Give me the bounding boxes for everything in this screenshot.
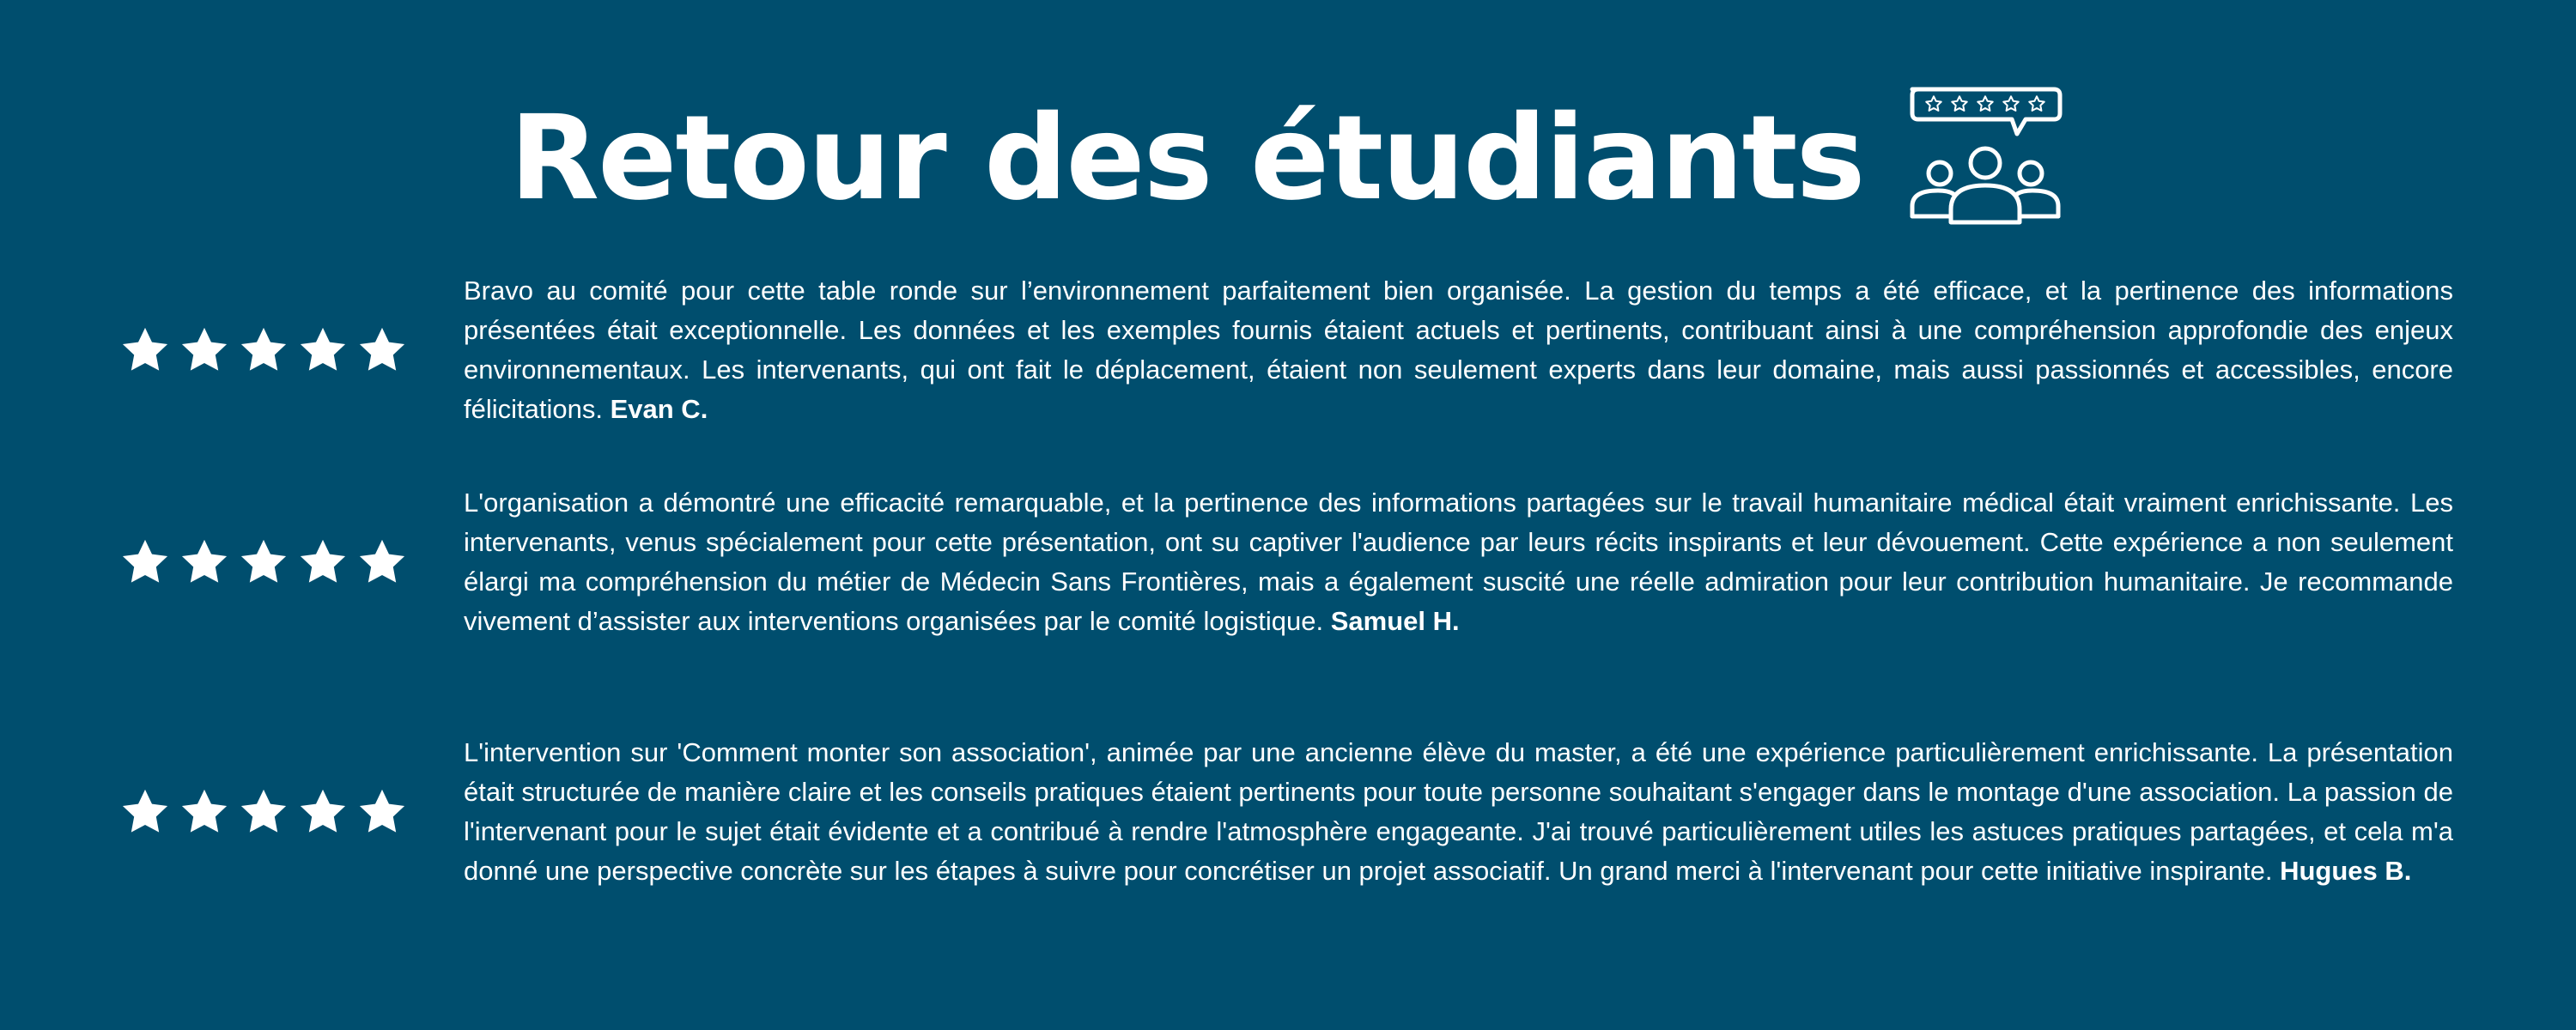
review-author: Evan C. xyxy=(610,394,708,424)
star-icon xyxy=(239,537,289,587)
header xyxy=(0,86,2576,232)
review-text-block xyxy=(464,733,2453,891)
star-icon xyxy=(120,325,170,375)
review-1 xyxy=(120,271,2456,429)
star-icon xyxy=(179,537,229,587)
review-3 xyxy=(120,733,2456,891)
rating-stars xyxy=(120,325,464,375)
star-icon xyxy=(357,787,407,837)
review-text-block xyxy=(464,483,2453,641)
review-text: L'intervention sur 'Comment monter son association', animée par une ancienne élève du master, a été une expérience particulièrement enrichissante. La présentation était structurée de manière claire et les conseils pratiques étaient pertinents pour toute personne souhaitant s'engager dans le montage d'une association. La passion de l'intervenant pour le sujet était évidente et a contribué à rendre l'atmosphère engageante. J'ai trouvé particulièrement utiles les astuces pratiques partagées, et cela m'a donné une perspective concrète sur les étapes à suivre pour concrétiser un projet associatif. Un grand merci à l'intervenant pour cette initiative inspirante. xyxy=(464,737,2453,886)
review-text-block xyxy=(464,271,2453,429)
rating-stars xyxy=(120,787,464,837)
star-icon xyxy=(298,787,348,837)
star-icon xyxy=(239,325,289,375)
review-text: Bravo au comité pour cette table ronde sur l’environnement parfaitement bien organisée. La gestion du temps a été efficace, et la pertinence des informations présentées était exceptionnelle. Les données et les exemples fournis étaient actuels et pertinents, contribuant ainsi à une compréhension approfondie des enjeux environnementaux. Les intervenants, qui ont fait le déplacement, étaient non seulement experts dans leur domaine, mais aussi passionnés et accessibles, encore félicitations. xyxy=(464,276,2453,424)
star-icon xyxy=(357,325,407,375)
star-icon xyxy=(120,787,170,837)
star-icon xyxy=(357,537,407,587)
rating-group-icon xyxy=(1904,81,2067,227)
review-author: Hugues B. xyxy=(2280,856,2412,886)
star-icon xyxy=(179,787,229,837)
page-title: Retour des étudiants xyxy=(509,91,1864,227)
star-icon xyxy=(298,325,348,375)
star-icon xyxy=(239,787,289,837)
rating-stars xyxy=(120,537,464,587)
review-text: L'organisation a démontré une efficacité remarquable, et la pertinence des informations partagées sur le travail humanitaire médical était vraiment enrichissante. Les intervenants, venus spécialement pour cette présentation, ont su captiver l'audience par leurs récits inspirants et leur dévouement. Cette expérience a non seulement élargi ma compréhension du métier de Médecin Sans Frontières, mais a également suscité une réelle admiration pour leur contribution humanitaire. Je recommande vivement d’assister aux interventions organisées par le comité logistique. xyxy=(464,488,2453,636)
review-author: Samuel H. xyxy=(1330,606,1460,636)
star-icon xyxy=(179,325,229,375)
review-2 xyxy=(120,483,2456,641)
star-icon xyxy=(120,537,170,587)
star-icon xyxy=(298,537,348,587)
